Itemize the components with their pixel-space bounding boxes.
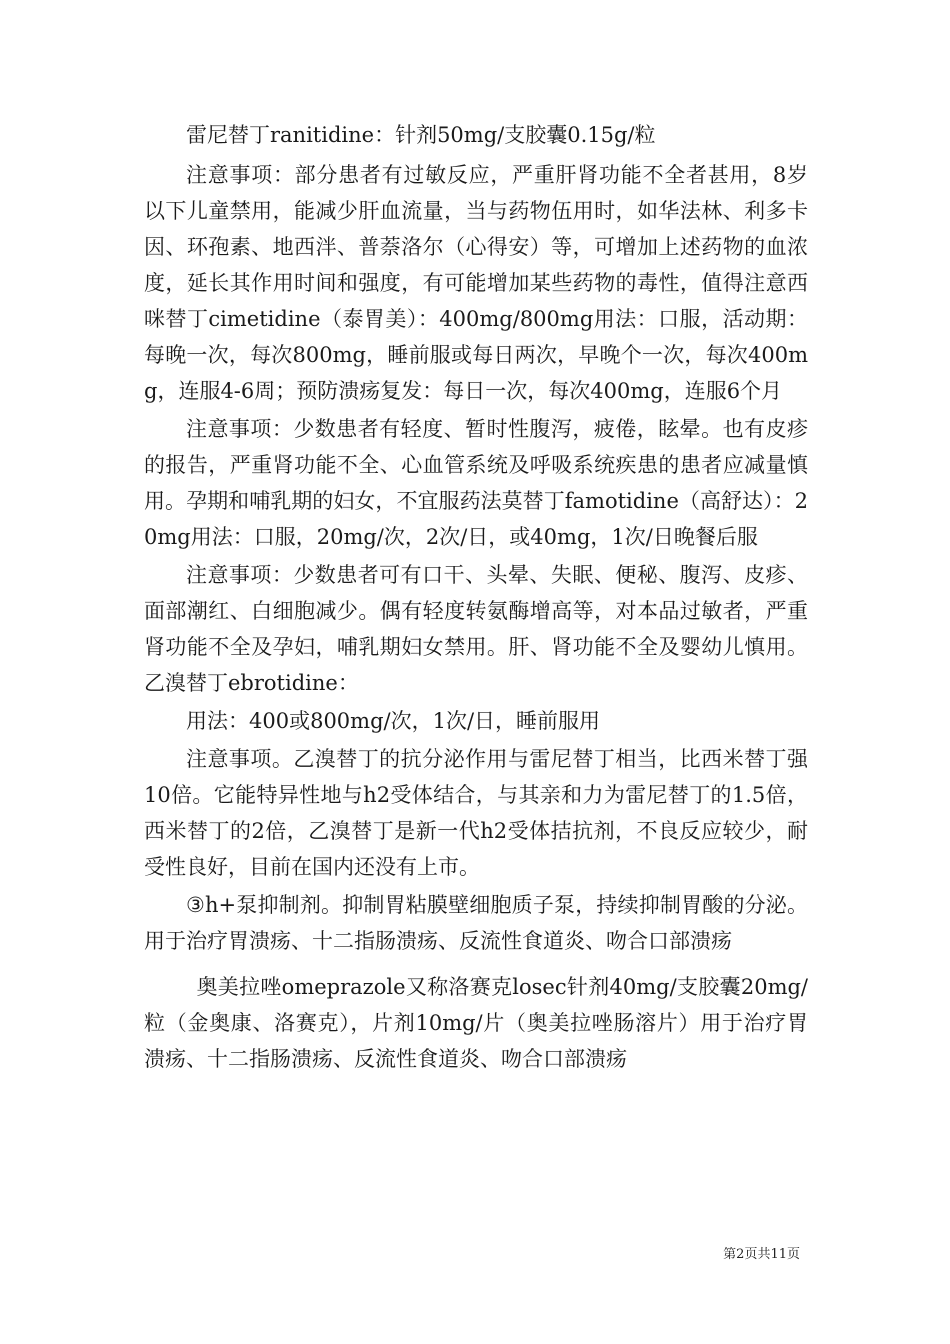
document-body (144, 117, 808, 1080)
paragraph-cimetidine-precautions: 注意事项：少数患者有轻度、暂时性腹泻，疲倦，眩晕。也有皮疹的报告，严重肾功能不全、心血管系统及呼吸系统疾患的患者应减量慎用。孕期和哺乳期的妇女，不宜服药法莫替丁famotidine（高舒达）：20mg用法：口服，20mg/次，2次/日，或40mg，1次/日晚餐后服 (144, 417, 808, 549)
paragraph-ranitidine: 雷尼替丁ranitidine：针剂50mg/支胶囊0.15g/粒 (186, 123, 656, 147)
paragraph-omeprazole: 奥美拉唑omeprazole又称洛赛克losec针剂40mg/支胶囊20mg/粒（金奥康、洛赛克），片剂10mg/片（奥美拉唑肠溶片）用于治疗胃溃疡、十二指肠溃疡、反流性食道炎、吻合口部溃疡 (144, 975, 808, 1071)
page-number: 第2页共11页 (723, 1247, 800, 1262)
paragraph-ebrotidine-usage: 用法：400或800mg/次，1次/日，睡前服用 (186, 709, 601, 733)
paragraph-ranitidine-precautions: 注意事项：部分患者有过敏反应，严重肝肾功能不全者甚用，8岁以下儿童禁用，能减少肝血流量，当与药物伍用时，如华法林、利多卡因、环孢素、地西泮、普萘洛尔（心得安）等，可增加上述药物的血浓度，延长其作用时间和强度，有可能增加某些药物的毒性，值得注意西咪替丁cimetidine（泰胃美）：400mg/800mg用法：口服，活动期：每晚一次，每次800mg，睡前服或每日两次，早晚个一次，每次400mg，连服4-6周；预防溃疡复发：每日一次，每次400mg，连服6个月 (144, 163, 808, 403)
paragraph-famotidine-precautions: 注意事项：少数患者可有口干、头晕、失眠、便秘、腹泻、皮疹、面部潮红、白细胞减少。偶有轻度转氨酶增高等，对本品过敏者，严重肾功能不全及孕妇，哺乳期妇女禁用。肝、肾功能不全及婴幼儿慎用。乙溴替丁ebrotidine： (144, 563, 808, 695)
paragraph-proton-pump-inhibitors: ③h+泵抑制剂。抑制胃粘膜壁细胞质子泵，持续抑制胃酸的分泌。用于治疗胃溃疡、十二指肠溃疡、反流性食道炎、吻合口部溃疡 (144, 893, 808, 953)
paragraph-ebrotidine-precautions: 注意事项。乙溴替丁的抗分泌作用与雷尼替丁相当，比西米替丁强10倍。它能特异性地与h2受体结合，与其亲和力为雷尼替丁的1.5倍，西米替丁的2倍，乙溴替丁是新一代h2受体拮抗剂，不良反应较少，耐受性良好，目前在国内还没有上市。 (144, 747, 808, 879)
